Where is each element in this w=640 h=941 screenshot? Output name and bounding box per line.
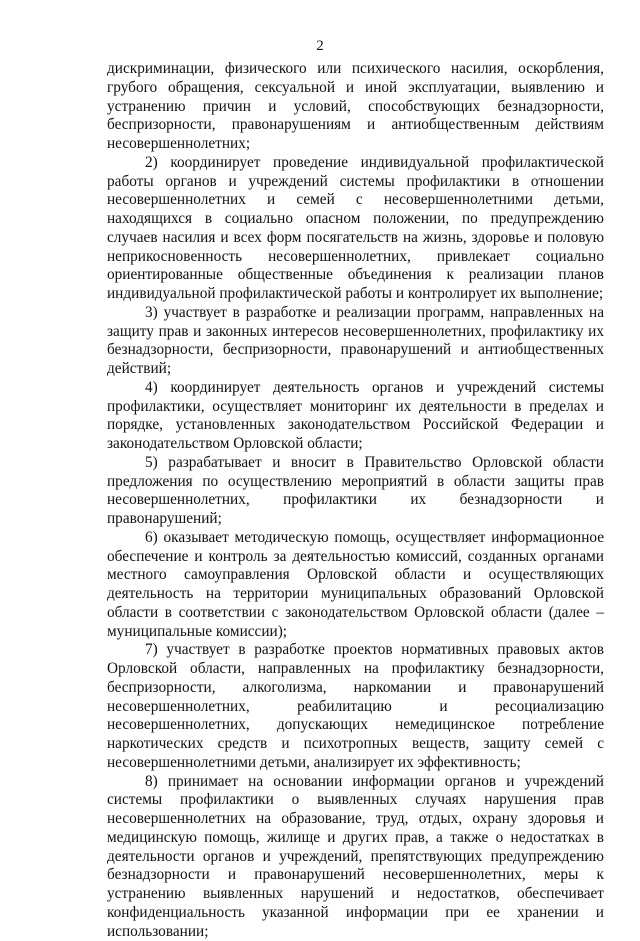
paragraph-item-6: 6) оказывает методическую помощь, осуществляет информационное обеспечение и контроль за деятельностью комиссий, созданных органами местного самоуправления Орловской области и осуществляющих деятельность на территории муниципальных образований Орловской области в соответствии с законодательством Орловской области (далее – муниципальные комиссии); [107,529,604,642]
paragraph-item-5: 5) разрабатывает и вносит в Правительство Орловской области предложения по осуществлению мероприятий в области защиты прав несовершеннолетних, профилактики их безнадзорности и правонарушений; [107,454,604,529]
paragraph-item-3: 3) участвует в разработке и реализации программ, направленных на защиту прав и законных интересов несовершеннолетних, профилактику их безнадзорности, беспризорности, правонарушений и антиобщественных действий; [107,304,604,379]
document-body [107,60,604,941]
paragraph-item-7: 7) участвует в разработке проектов нормативных правовых актов Орловской области, направленных на профилактику безнадзорности, беспризорности, алкоголизма, наркомании и правонарушений несовершеннолетних, реабилитацию и ресоциализацию несовершеннолетних, допускающих немедицинское потребление наркотических средств и психотропных веществ, защиту семей с несовершеннолетними детьми, анализирует их эффективность; [107,641,604,772]
paragraph-item-8: 8) принимает на основании информации органов и учреждений системы профилактики о выявленных случаях нарушения прав несовершеннолетних на образование, труд, отдых, охрану здоровья и медицинскую помощь, жилище и других прав, а также о недостатках в деятельности органов и учреждений, препятствующих предупреждению безнадзорности и правонарушений несовершеннолетних, меры к устранению выявленных нарушений и недостатков, обеспечивает конфиденциальность указанной информации при ее хранении и использовании; [107,773,604,941]
paragraph-item-4: 4) координирует деятельность органов и учреждений системы профилактики, осуществляет мониторинг их деятельности в пределах и порядке, установленных законодательством Российской Федерации и законодательством Орловской области; [107,379,604,454]
page-number: 2 [0,37,640,55]
paragraph-item-2: 2) координирует проведение индивидуальной профилактической работы органов и учреждений системы профилактики в отношении несовершеннолетних и семей с несовершеннолетними детьми, находящихся в социально опасном положении, по предупреждению случаев насилия и всех форм посягательств на жизнь, здоровье и половую неприкосновенность несовершеннолетних, привлекает социально ориентированные общественные объединения к реализации планов индивидуальной профилактической работы и контролирует их выполнение; [107,154,604,304]
paragraph-continuation: дискриминации, физического или психического насилия, оскорбления, грубого обращения, сексуальной и иной эксплуатации, выявлению и устранению причин и условий, способствующих безнадзорности, беспризорности, правонарушениям и антиобщественным действиям несовершеннолетних; [107,60,604,154]
